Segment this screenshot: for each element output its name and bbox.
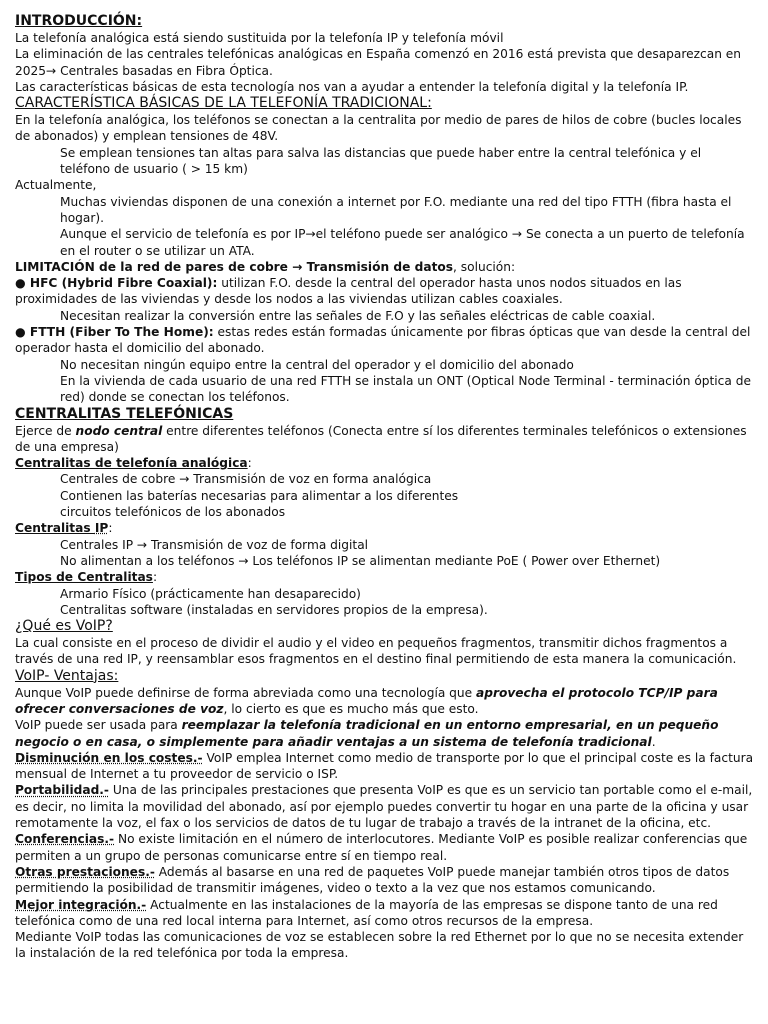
limitation-line: [15, 259, 754, 275]
subheading-analogica: [15, 455, 754, 471]
indented-paragraph: Aunque el servicio de telefonía es por IP→el teléfono puede ser analógico → Se conecta a un puerto de telefonía en el router o se utilizar un ATA.: [60, 227, 745, 258]
paragraph: La eliminación de las centrales telefónicas analógicas en España comenzó en 2016 está prevista que desaparezcan en 2025→ Centrales basadas en Fibra Óptica.: [15, 47, 742, 78]
text-run: .: [651, 734, 656, 749]
indented-paragraph: No necesitan ningún equipo entre la central del operador y el domicilio del abonado: [60, 357, 574, 372]
advantage-portability: [15, 782, 754, 831]
paragraph: Mediante VoIP todas las comunicaciones de voz se establecen sobre la red Ethernet por lo que no se necesita extender la instalación de la red telefónica por toda la empresa.: [15, 930, 744, 961]
advantage-text: No existe limitación en el número de interlocutores. Mediante VoIP es posible realizar conferencias que permiten a un grupo de personas comunicarse entre sí en tiempo real.: [15, 832, 748, 863]
heading-voip-ventajas: VoIP- Ventajas:: [15, 667, 119, 684]
advantage-text: Además al basarse en una red de paquetes VoIP puede manejar también otros tipos de datos permitiendo la posibilidad de transmitir imágenes, video o texto a la vez que nos estamos comunicando.: [15, 864, 730, 896]
heading-que-es-voip: ¿Qué es VoIP?: [15, 618, 113, 635]
advantage-title: Mejor integración.-: [15, 897, 147, 912]
advantage-text: VoIP emplea Internet como medio de transporte por lo que el principal coste es la factura mensual de Internet a tu proveedor de servicio o ISP.: [15, 750, 754, 782]
paragraph: Las características básicas de esta tecnología nos van a ayudar a entender la telefonía digital y la telefonía IP.: [15, 79, 689, 94]
heading-caracteristicas: CARACTERÍSTICA BÁSICAS DE LA TELEFONÍA TRADICIONAL:: [15, 95, 432, 112]
emphasis: aprovecha el protocolo TCP/IP para ofrecer conversaciones de voz: [15, 685, 718, 716]
indented-paragraph: Muchas viviendas disponen de una conexión a internet por F.O. mediante una red del tipo FTTH (fibra hasta el hogar).: [60, 194, 732, 225]
emphasis: reemplazar la telefonía tradicional en un entorno empresarial, en un pequeño negocio o en casa, o simplemente para añadir ventajas a un sistema de telefonía tradicional: [15, 718, 719, 749]
advantage-integration: [15, 897, 754, 930]
indented-paragraph: Centralitas software (instaladas en servidores propios de la empresa).: [60, 602, 488, 617]
indented-paragraph: Centrales de cobre → Transmisión de voz en forma analógica: [60, 472, 432, 487]
paragraph: En la telefonía analógica, los teléfonos se conectan a la centralita por medio de pares de hilos de cobre (bucles locales de abonados) y emplean tensiones de 48V.: [15, 113, 742, 144]
indented-paragraph: En la vivienda de cada usuario de una red FTTH se instala un ONT (Optical Node Terminal - terminación óptica de red) donde se conectan los teléfonos.: [60, 373, 751, 405]
paragraph: Actualmente,: [15, 178, 97, 193]
hfc-paragraph: [15, 275, 754, 308]
subheading-text: Centralitas de telefonía analógica: [15, 456, 248, 471]
advantage-conferences: [15, 831, 754, 864]
subheading-text: IP: [94, 521, 109, 536]
indented-paragraph: Necesitan realizar la conversión entre las señales de F.O y las señales eléctricas de cable coaxial.: [60, 308, 656, 323]
indented-paragraph: Se emplean tensiones tan altas para salva las distancias que puede haber entre la central telefónica y el teléfono de usuario ( > 15 km): [60, 145, 702, 177]
ftth-paragraph: [15, 324, 754, 357]
advantage-title: Otras prestaciones.-: [15, 864, 155, 879]
paragraph: [15, 717, 754, 750]
subheading-text: Centralitas: [15, 521, 95, 536]
indented-paragraph: No alimentan a los teléfonos → Los teléfonos IP se alimentan mediante PoE ( Power over Ethernet): [60, 553, 661, 568]
advantage-title: Disminución en los costes.-: [15, 750, 203, 765]
indented-paragraph: circuitos telefónicos de los abonados: [60, 505, 286, 520]
nodo-central-emphasis: nodo central: [75, 423, 163, 438]
paragraph: [15, 423, 754, 456]
indented-paragraph: Centrales IP → Transmisión de voz de forma digital: [60, 537, 369, 552]
advantage-title: Conferencias.-: [15, 832, 115, 847]
advantage-text: Una de las principales prestaciones que presenta VoIP es que es un servicio tan portable como el e-mail, es decir, no limita la movilidad del abonado, así por ejemplo puedes convertir tu hogar en una parte de la oficina y usar remotamente la voz, el fax o los servicios de datos de tu lugar de trabajo a través de la intranet de la oficina, etc.: [15, 783, 753, 831]
indented-paragraph: Contienen las baterías necesarias para alimentar a los diferentes: [60, 488, 459, 503]
hfc-text: utilizan F.O. desde la central del operador hasta unos nodos situados en las proximidades de las viviendas y desde los nodos a las viviendas utilizan cables coaxiales.: [15, 276, 682, 307]
ftth-text: estas redes están formadas únicamente por fibras ópticas que van desde la central del operador hasta el domicilio del abonado.: [15, 325, 751, 356]
paragraph: La cual consiste en el proceso de dividir el audio y el video en pequeños fragmentos, transmitir dichos fragmentos a través de una red IP, y reensamblar esos fragmentos en el destino final permitiendo de esta manera la comunicación.: [15, 636, 737, 667]
subheading-tipos: [15, 569, 754, 585]
heading-introduccion: INTRODUCCIÓN:: [15, 13, 143, 29]
ftth-label: ● FTTH (Fiber To The Home):: [15, 325, 214, 340]
advantage-title: Portabilidad.-: [15, 783, 109, 798]
limitation-bold: LIMITACIÓN de la red de pares de cobre → Transmisión de datos: [15, 259, 454, 274]
text-run: entre diferentes teléfonos (Conecta entre sí los diferentes terminales telefónicos o extensiones de una empresa): [15, 423, 747, 454]
advantage-text: Actualmente en las instalaciones de la mayoría de las empresas se dispone tanto de una red telefónica como de una red local interna para Internet, así como otros recursos de la empresa.: [15, 897, 718, 928]
subheading-ip: [15, 520, 754, 536]
limitation-rest: , solución:: [453, 259, 516, 274]
colon: :: [152, 570, 158, 585]
subheading-text: Tipos de Centralitas: [15, 570, 153, 585]
text-run: Ejerce de: [15, 423, 76, 438]
text-run: , lo cierto es que es mucho más que esto.: [223, 701, 479, 716]
colon: :: [247, 456, 252, 471]
heading-centralitas: CENTRALITAS TELEFÓNICAS: [15, 405, 234, 422]
text-run: VoIP puede ser usada para: [15, 718, 182, 733]
paragraph: La telefonía analógica está siendo sustituida por la telefonía IP y telefonía móvil: [15, 31, 504, 45]
advantage-other: [15, 864, 754, 897]
hfc-label: ● HFC (Hybrid Fibre Coaxial):: [15, 276, 218, 291]
colon: :: [108, 521, 113, 536]
advantage-costs: [15, 750, 754, 783]
text-run: Aunque VoIP puede definirse de forma abreviada como una tecnología que: [15, 685, 477, 700]
indented-paragraph: Armario Físico (prácticamente han desaparecido): [60, 586, 361, 601]
paragraph: [15, 685, 754, 718]
